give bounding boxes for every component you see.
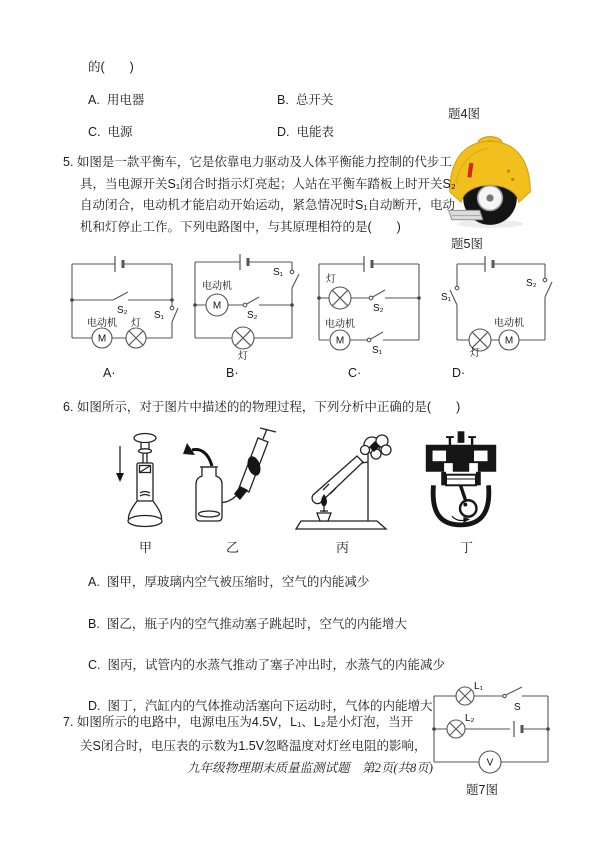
q6-stem: [63, 397, 460, 419]
figure-jia-compression-tube: [112, 430, 172, 532]
q6-figure-label-yi: 乙: [226, 540, 240, 555]
q6-number: 6.: [63, 400, 74, 414]
switch-s2-label: S₂: [117, 305, 128, 316]
q5-option-label-d: D·: [452, 366, 466, 380]
q4-option-c-text: 电源: [107, 125, 133, 139]
q4-option-b-label: B.: [277, 93, 289, 107]
q6-option-d-label: D.: [88, 699, 101, 713]
q6-option-a-label: A.: [88, 575, 100, 589]
lamp-l2-label: L₂: [465, 713, 475, 724]
q7-line1: [63, 712, 413, 732]
q4-option-c: [88, 122, 133, 142]
page-footer: 九年级物理期末质量监测试题 第2页(共8页): [187, 761, 433, 775]
circuit-diagram-c: [311, 250, 427, 358]
motor-label: 电动机: [87, 318, 117, 329]
q6-option-c-text: 图丙，试管内的水蒸气推动了塞子冲出时，水蒸气的内能减少: [107, 658, 446, 672]
switch-s1-label: S₁: [441, 292, 452, 303]
lamp-l1-label: L₁: [474, 681, 483, 692]
q4-option-a-label: A.: [88, 93, 100, 107]
lamp-label: 灯: [470, 348, 480, 358]
q4-option-a-text: 用电器: [106, 93, 145, 107]
q4-option-c-label: C.: [88, 125, 101, 139]
motor-symbol: M: [97, 333, 107, 345]
q6-option-b: [88, 614, 407, 634]
q4-option-d-label: D.: [277, 125, 290, 139]
q5-option-label-c: C·: [348, 366, 362, 380]
switch-s2-label: S₂: [373, 303, 384, 314]
figure-bing-heated-test-tube: [293, 428, 395, 532]
q6-figure-label-jia: 甲: [139, 540, 153, 555]
motor-label: 电动机: [202, 281, 232, 292]
q4-option-b-text: 总开关: [295, 93, 334, 107]
switch-s2-label: S₂: [526, 278, 537, 289]
switch-s1-label: S₁: [273, 267, 284, 278]
q6-option-b-text: 图乙，瓶子内的空气推动塞子跳起时，空气的内能增大: [106, 617, 407, 631]
q7-number: 7.: [63, 715, 74, 729]
motor-label: 电动机: [494, 318, 524, 329]
q5-stem: [63, 152, 458, 238]
lamp-label: 灯: [131, 318, 141, 329]
q5-figure-caption: 题5图: [451, 237, 483, 251]
q6-option-d-text: 图丁，汽缸内的气体推动活塞向下运动时，气体的内能增大: [107, 699, 433, 713]
q4-option-d: [277, 122, 334, 142]
q4-option-d-text: 电能表: [296, 125, 335, 139]
q6-stem-text: 如图所示，对于图片中描述的的物理过程，下列分析中正确的是( ): [76, 400, 461, 414]
figure-ding-engine-cylinder: [420, 428, 502, 532]
motor-symbol: M: [335, 335, 345, 347]
q7-line1-text: 如图所示的电路中，电源电压为4.5V，L₁、L₂是小灯泡，当开: [76, 715, 414, 729]
q6-figure-label-ding: 丁: [460, 540, 474, 555]
q5-stem-text: 如图是一款平衡车，它是依靠电力驱动及人体平衡能力控制的代步工具，当电源开关S₁闭合时指示灯亮起；人站在平衡车踏板上时开关S₂自动闭合，电动机才能启动开始运动，紧急情况时S₁自动断开，电动机和灯停止工作。下列电路图中，与其原理相符的是( ): [76, 155, 456, 234]
q4-stem-tail: 的( ): [88, 60, 134, 74]
q7-figure-caption: 题7图: [466, 783, 498, 797]
motor-label: 电动机: [325, 319, 355, 330]
q5-number: 5.: [63, 155, 74, 169]
circuit-diagram-b: [187, 248, 303, 362]
q6-option-c-label: C.: [88, 658, 101, 672]
circuit-diagram-d: [441, 250, 557, 358]
figure-yi-bottle-pump: [182, 426, 290, 532]
switch-s-label: S: [514, 702, 521, 713]
q6-option-b-label: B.: [88, 617, 100, 631]
q6-figure-label-bing: 丙: [336, 540, 350, 555]
q5-option-label-b: B·: [226, 366, 239, 380]
circuit-diagram-a: [64, 250, 180, 352]
switch-s1-label: S₁: [372, 345, 383, 356]
q6-option-c: [88, 655, 445, 675]
motor-symbol: M: [504, 335, 514, 347]
lamp-label: 灯: [326, 274, 336, 285]
switch-s2-label: S₂: [247, 310, 258, 321]
motor-symbol: M: [212, 300, 222, 312]
q5-option-label-a: A·: [103, 366, 116, 380]
switch-s1-label: S₁: [154, 310, 165, 321]
lamp-label: 灯: [238, 351, 248, 362]
q4-option-a: [88, 90, 144, 110]
q4-figure-caption: 题4图: [448, 107, 480, 121]
q6-option-a: [88, 572, 369, 592]
q6-option-a-text: 图甲，厚玻璃内空气被压缩时，空气的内能减少: [106, 575, 370, 589]
q4-option-b: [277, 90, 333, 110]
voltmeter-symbol: V: [486, 757, 494, 769]
q7-line2: 关S闭合时，电压表的示数为1.5V忽略温度对灯丝电阻的影响，: [80, 739, 427, 753]
